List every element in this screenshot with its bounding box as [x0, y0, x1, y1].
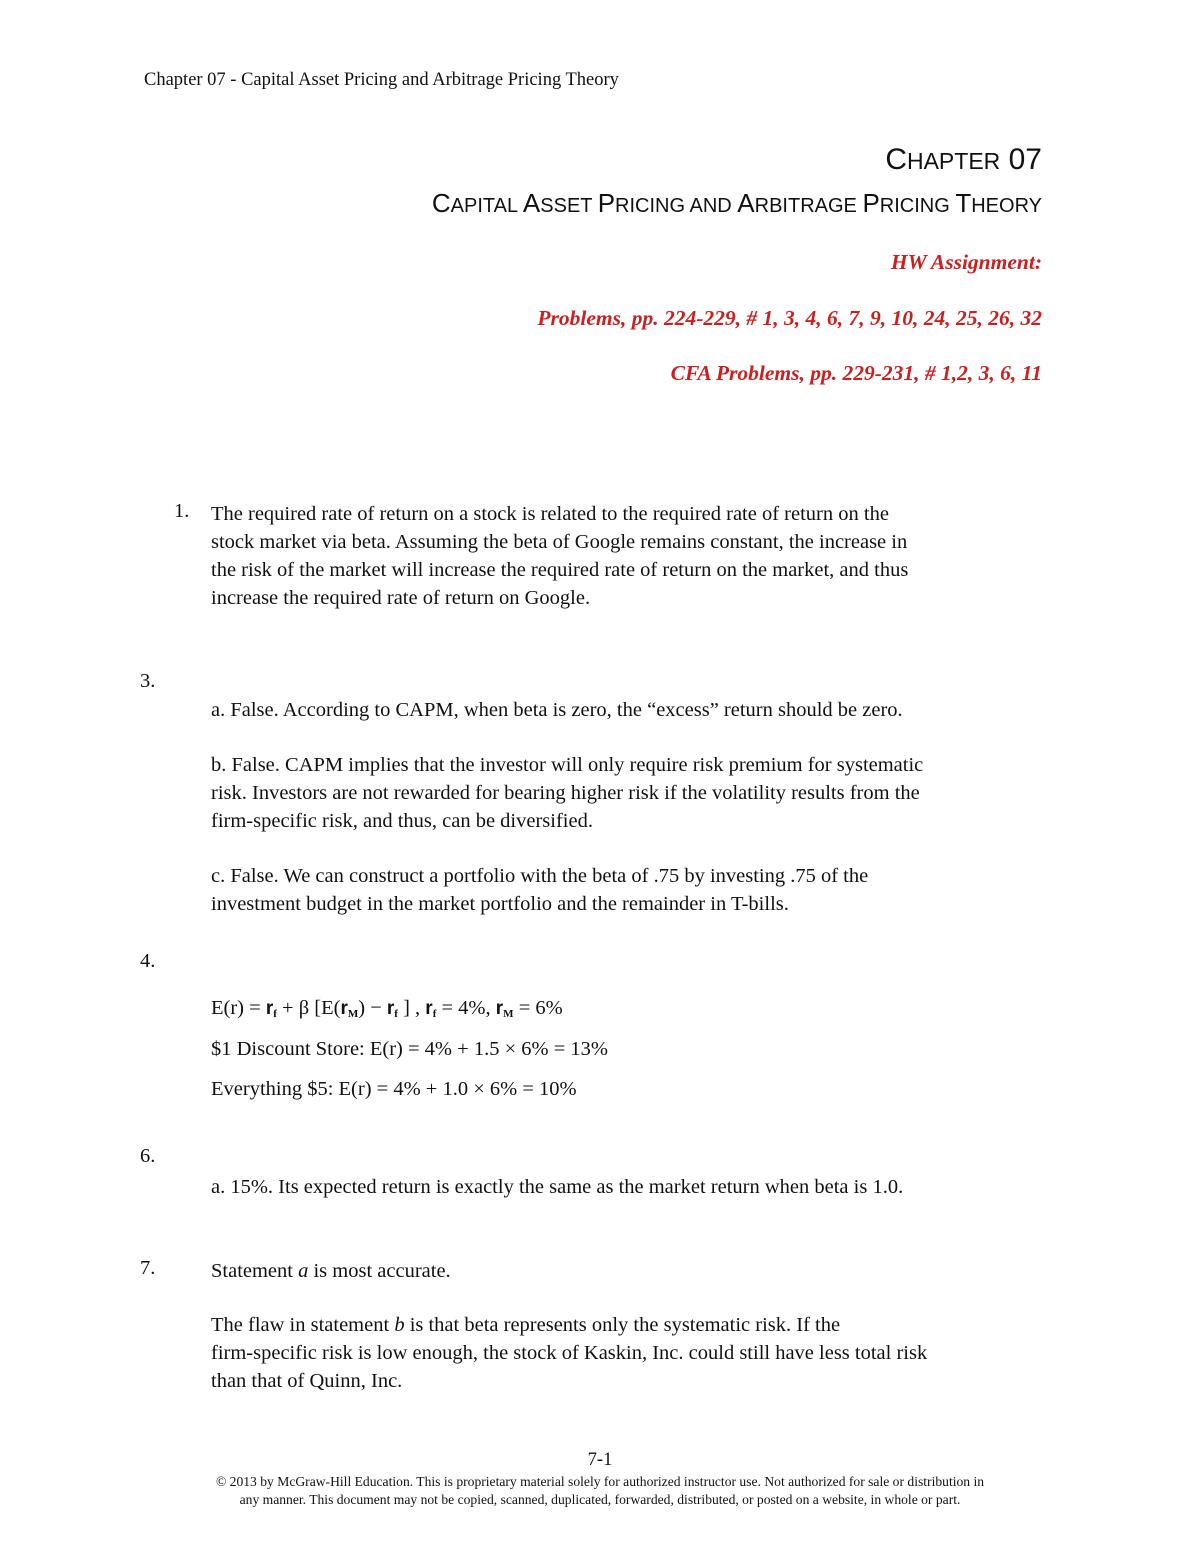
- running-header: Chapter 07 - Capital Asset Pricing and Arbitrage Pricing Theory: [144, 70, 619, 90]
- hw-problems-list: Problems, pp. 224-229, # 1, 3, 4, 6, 7, 9, 10, 24, 25, 26, 32: [537, 306, 1042, 330]
- chapter-heading: [432, 140, 1042, 181]
- chapter-heading-cap: C: [885, 143, 907, 176]
- answer-1-text: The required rate of return on a stock is related to the required rate of return on the stock market via beta. Assuming the beta of Google remains constant, the increase in the risk of the market will increase the required rate of return on the market, and thus increase the required rate of return on Google.: [211, 503, 909, 609]
- answer-3c: c. False. We can construct a portfolio with the beta of .75 by investing .75 of the investment budget in the market portfolio and the remainder in T-bills.: [211, 865, 869, 915]
- chapter-title-block: [432, 140, 1042, 226]
- answer-4-number: 4.: [140, 950, 156, 972]
- answer-3-number: 3.: [140, 670, 156, 692]
- answer-3a: a. False. According to CAPM, when beta is zero, the “excess” return should be zero.: [211, 699, 903, 721]
- discount-store-calc: $1 Discount Store: E(r) = 4% + 1.5 × 6% = 13%: [211, 1038, 608, 1060]
- answer-3b: b. False. CAPM implies that the investor will only require risk premium for systematic risk. Investors are not rewarded for bearing higher risk if the volatility results from the firm-specific risk, and thus, can be diversified.: [211, 754, 924, 832]
- answer-6a: a. 15%. Its expected return is exactly the same as the market return when beta is 1.0.: [211, 1176, 904, 1198]
- capm-formula: $E(r) = r_f + \beta$ [$E(r_M) - r_f$ ] , $r_f = 4\%$, $r_M = 6\%$: [211, 997, 563, 1020]
- hw-cfa-problems-list: CFA Problems, pp. 229-231, # 1,2, 3, 6, 11: [670, 361, 1042, 385]
- chapter-heading-rest: HAPTER: [906, 148, 1001, 174]
- hw-assignment-heading: HW Assignment:: [890, 250, 1042, 274]
- answer-7-number: 7.: [140, 1257, 156, 1279]
- page-number: 7-1: [587, 1450, 613, 1470]
- chapter-number: 07: [1000, 143, 1042, 176]
- chapter-subtitle: CAPITAL ASSET PRICING AND ARBITRAGE PRICING THEORY: [431, 188, 1042, 218]
- answer-7-flaw: The flaw in statement b is that beta represents only the systematic risk. If the firm-specific risk is low enough, the stock of Kaskin, Inc. could still have less total risk than that of Quinn, Inc.: [211, 1314, 928, 1392]
- answer-7-statement: Statement a is most accurate.: [211, 1260, 451, 1282]
- answer-1-number: 1.: [174, 500, 190, 522]
- copyright-notice: © 2013 by McGraw-Hill Education. This is proprietary material solely for authorized instructor use. Not authorized for sale or distribution in any manner. This document may not be copied, scanned, duplicated, forwarded, distributed, or posted on a website, in whole or part.: [215, 1474, 985, 1507]
- answer-6-number: 6.: [140, 1145, 156, 1167]
- everything-5-calc: Everything $5: E(r) = 4% + 1.0 × 6% = 10%: [211, 1078, 577, 1100]
